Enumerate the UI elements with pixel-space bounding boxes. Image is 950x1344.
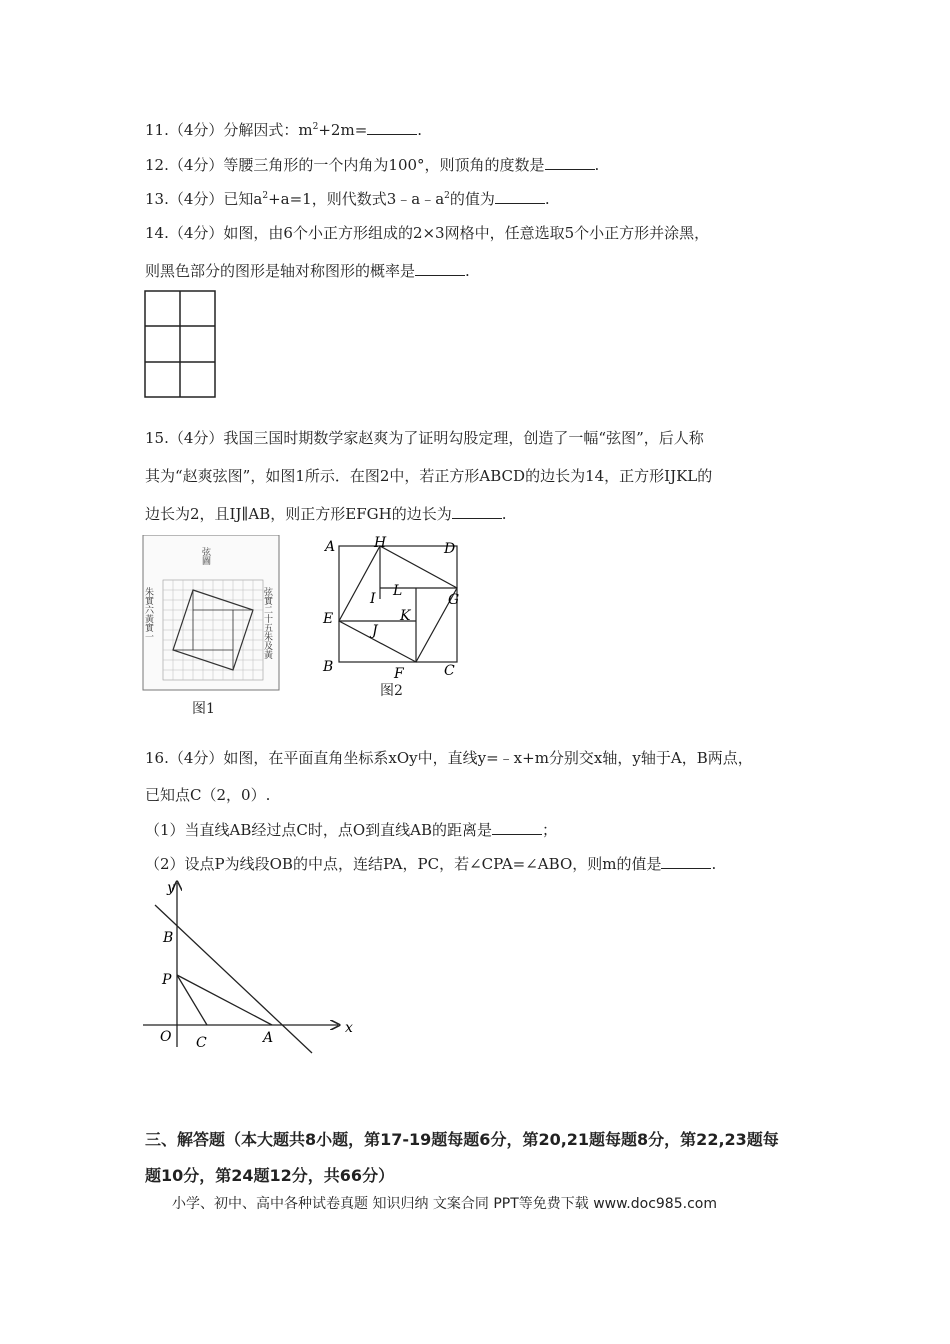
label-O: O <box>160 1029 172 1045</box>
label-E: E <box>323 611 334 627</box>
answer-blank <box>661 854 711 869</box>
square-figure-2 <box>318 535 468 700</box>
answer-blank <box>495 189 545 204</box>
question-16-line1: 16.（4分）如图，在平面直角坐标系xOy中，直线y=﹣x+m分别交x轴，y轴于A，B两点， <box>145 749 753 767</box>
question-15-line2: 其为“赵爽弦图”，如图1所示．在图2中，若正方形ABCD的边长为14，正方形IJKL的 <box>145 467 713 485</box>
fig1-caption: 图1 <box>192 701 215 717</box>
label-D: D <box>444 541 456 557</box>
question-16-part2: （2）设点P为线段OB的中点，连结PA，PC，若∠CPA=∠ABO，则m的值是 . <box>145 855 717 873</box>
question-14-line1: 14.（4分）如图，由6个小正方形组成的2×3网格中，任意选取5个小正方形并涂黑， <box>145 224 710 242</box>
question-16-part1: （1）当直线AB经过点C时，点O到直线AB的距离是 ； <box>145 821 558 839</box>
label-B: B <box>323 659 334 675</box>
label-A: A <box>325 539 336 555</box>
grid-figure <box>144 290 218 400</box>
coordinate-figure <box>140 875 370 1055</box>
label-B-point: B <box>163 930 174 946</box>
label-F: F <box>394 666 404 682</box>
section-3-heading-line2: 题10分，第24题12分，共66分） <box>145 1166 395 1185</box>
label-L: L <box>393 583 403 599</box>
answer-blank <box>492 820 542 835</box>
answer-blank <box>415 261 465 276</box>
fig2-caption: 图2 <box>380 683 403 699</box>
label-I: I <box>370 591 376 607</box>
question-16-line2: 已知点C（2，0）. <box>145 786 271 804</box>
label-J: J <box>372 623 378 639</box>
section-3-heading-line1: 三、解答题（本大题共8小题，第17-19题每题6分，第20,21题每题8分，第22,23题每 <box>145 1130 779 1149</box>
label-C-point: C <box>196 1035 207 1051</box>
label-y-axis: y <box>167 880 175 896</box>
label-G: G <box>448 592 460 608</box>
question-13: 13.（4分）已知$a^2+a=1$，则代数式$3﹣a﹣a^2$的值为 . <box>145 190 550 208</box>
question-12: 12.（4分）等腰三角形的一个内角为100°，则顶角的度数是 . <box>145 156 600 174</box>
answer-blank <box>545 155 595 170</box>
question-15-line1: 15.（4分）我国三国时期数学家赵爽为了证明勾股定理，创造了一幅“弦图”，后人称 <box>145 429 704 447</box>
question-14-line2: 则黑色部分的图形是轴对称图形的概率是 . <box>145 262 470 280</box>
fig1-title: 弦圖 <box>200 547 210 565</box>
answer-blank <box>367 120 417 135</box>
zhao-shuang-chord-figure <box>142 535 282 720</box>
fig1-left-text: 朱實六黃實一 <box>143 587 153 641</box>
question-11: 11.（4分）分解因式：$m^2+2m=$ . <box>145 121 423 139</box>
label-C: C <box>444 663 455 679</box>
label-A-point: A <box>263 1030 274 1046</box>
answer-blank <box>452 504 502 519</box>
fig1-right-text: 弦實二十五朱及黃 <box>262 587 272 659</box>
label-H: H <box>374 535 387 551</box>
footer-text: 小学、初中、高中各种试卷真题 知识归纳 文案合同 PPT等免费下载 www.doc985.com <box>172 1196 717 1212</box>
question-15-line3: 边长为2，且IJ∥AB，则正方形EFGH的边长为 . <box>145 505 507 523</box>
label-K: K <box>400 608 411 624</box>
label-P: P <box>162 972 172 988</box>
label-x-axis: x <box>345 1020 353 1036</box>
